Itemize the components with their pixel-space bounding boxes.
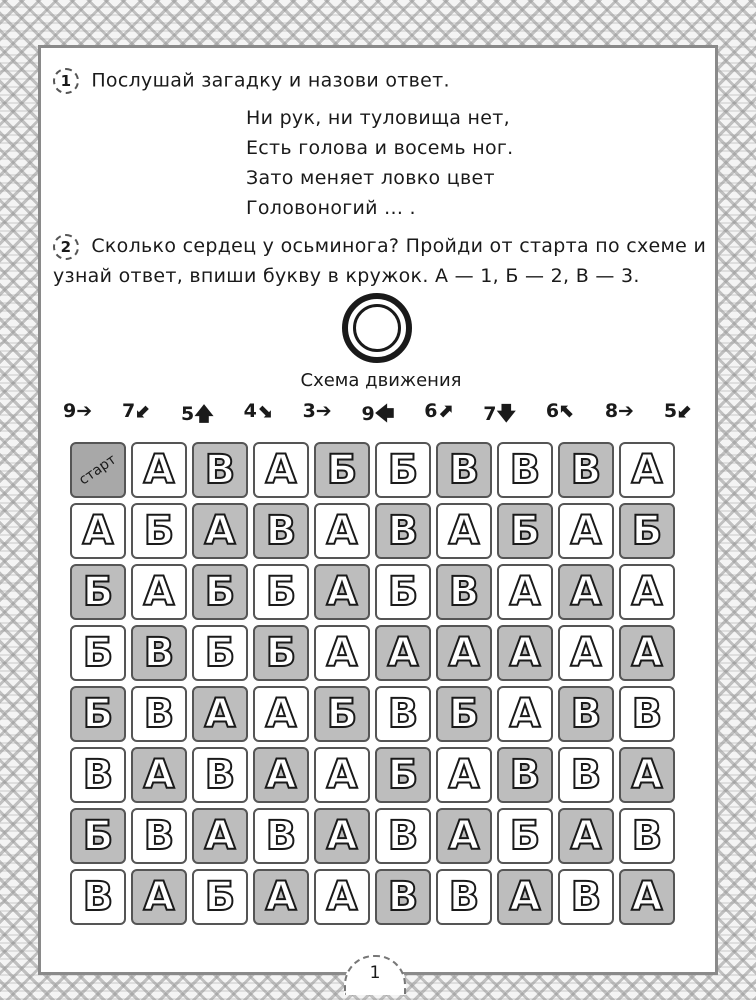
- page-number: 1: [344, 955, 406, 995]
- scheme-step: 7⬋: [121, 400, 152, 422]
- grid-cell: Б: [192, 564, 248, 620]
- grid-cell: А: [314, 869, 370, 925]
- scheme-step: 5⬋: [663, 400, 693, 422]
- grid-cell: Б: [375, 564, 431, 620]
- letter-grid: [70, 442, 675, 925]
- grid-cell: Б: [192, 625, 248, 681]
- grid-cell: А: [619, 747, 675, 803]
- grid-cell: В: [558, 747, 614, 803]
- grid-cell: Б: [70, 625, 126, 681]
- grid-cell: В: [619, 686, 675, 742]
- grid-cell: В: [192, 442, 248, 498]
- grid-cell: А: [192, 686, 248, 742]
- grid-cell: Б: [70, 808, 126, 864]
- grid-cell: Б: [375, 442, 431, 498]
- grid-cell: А: [558, 503, 614, 559]
- task-2-instruction-line2: узнай ответ, впиши букву в кружок. А — 1, Б — 2, В — 3.: [53, 265, 640, 287]
- grid-cell: В: [436, 442, 492, 498]
- grid-cell: Б: [70, 686, 126, 742]
- grid-cell: А: [131, 869, 187, 925]
- grid-cell: А: [558, 564, 614, 620]
- grid-cell: Б: [314, 686, 370, 742]
- grid-cell: В: [131, 625, 187, 681]
- scheme-step: 4⬊: [243, 400, 273, 422]
- grid-cell: В: [375, 503, 431, 559]
- riddle-line: Ни рук, ни туловища нет,: [246, 107, 510, 129]
- answer-circle[interactable]: [342, 293, 412, 363]
- grid-cell: А: [497, 564, 553, 620]
- scheme-step: 6⬉: [545, 400, 575, 422]
- start-label: старт: [76, 451, 120, 489]
- grid-cell: В: [192, 747, 248, 803]
- grid-cell: А: [253, 747, 309, 803]
- grid-cell: В: [375, 869, 431, 925]
- grid-cell: Б: [314, 442, 370, 498]
- grid-cell: А: [558, 808, 614, 864]
- grid-cell: Б: [375, 747, 431, 803]
- riddle-line: Головоногий ... .: [246, 197, 416, 219]
- task-number-badge: 1: [53, 68, 79, 94]
- grid-cell: В: [131, 686, 187, 742]
- grid-cell: А: [131, 564, 187, 620]
- grid-cell: А: [619, 442, 675, 498]
- grid-cell: В: [253, 808, 309, 864]
- grid-cell: В: [70, 747, 126, 803]
- grid-cell: Б: [497, 503, 553, 559]
- grid-cell: А: [436, 808, 492, 864]
- worksheet-page: [38, 45, 718, 975]
- grid-cell: А: [253, 686, 309, 742]
- grid-cell: А: [131, 442, 187, 498]
- grid-cell: А: [375, 625, 431, 681]
- task-2: [53, 231, 713, 291]
- grid-cell: А: [192, 503, 248, 559]
- grid-cell: А: [192, 808, 248, 864]
- grid-cell: В: [619, 808, 675, 864]
- grid-cell: А: [497, 869, 553, 925]
- grid-cell: Б: [253, 625, 309, 681]
- grid-cell: В: [497, 442, 553, 498]
- scheme-step: 7🡇: [483, 403, 516, 425]
- grid-cell: Б: [619, 503, 675, 559]
- grid-cell: Б: [70, 564, 126, 620]
- grid-cell: А: [619, 625, 675, 681]
- grid-cell: В: [497, 747, 553, 803]
- grid-cell: А: [253, 869, 309, 925]
- scheme-step: 8➔: [604, 400, 634, 422]
- grid-cell: Б: [253, 564, 309, 620]
- scheme-step: 9🡄: [361, 403, 395, 425]
- scheme-title: Схема движения: [300, 370, 462, 391]
- grid-cell: В: [253, 503, 309, 559]
- grid-cell: В: [375, 808, 431, 864]
- task-number-badge: 2: [53, 234, 79, 260]
- grid-cell: В: [70, 869, 126, 925]
- scheme-step: 6⬈: [424, 400, 454, 422]
- grid-cell: А: [619, 869, 675, 925]
- grid-cell: А: [314, 564, 370, 620]
- task-1: [53, 68, 713, 94]
- scheme-step: 3➔: [302, 400, 332, 422]
- riddle: [246, 103, 514, 223]
- grid-cell: А: [436, 747, 492, 803]
- grid-cell: А: [619, 564, 675, 620]
- grid-cell: А: [314, 808, 370, 864]
- grid-cell: В: [558, 869, 614, 925]
- grid-cell: А: [70, 503, 126, 559]
- grid-cell: Б: [192, 869, 248, 925]
- riddle-line: Есть голова и восемь ног.: [246, 137, 514, 159]
- grid-cell: В: [558, 686, 614, 742]
- scheme-step: 9➔: [63, 400, 93, 422]
- grid-cell: А: [314, 747, 370, 803]
- grid-cell: В: [436, 869, 492, 925]
- riddle-line: Зато меняет ловко цвет: [246, 167, 495, 189]
- scheme-step: 5🡅: [180, 403, 214, 425]
- grid-cell: А: [314, 503, 370, 559]
- grid-cell: А: [314, 625, 370, 681]
- grid-cell: А: [497, 625, 553, 681]
- task-2-instruction-line1: Сколько сердец у осьминога? Пройди от старта по схеме и: [91, 235, 707, 257]
- grid-cell: Б: [131, 503, 187, 559]
- grid-cell: Б: [497, 808, 553, 864]
- grid-cell: А: [497, 686, 553, 742]
- grid-cell: В: [131, 808, 187, 864]
- grid-cell: А: [436, 503, 492, 559]
- grid-cell: А: [436, 625, 492, 681]
- grid-cell: Б: [436, 686, 492, 742]
- grid-cell: А: [253, 442, 309, 498]
- grid-cell: В: [375, 686, 431, 742]
- movement-scheme: [63, 400, 693, 432]
- grid-cell: А: [131, 747, 187, 803]
- grid-cell: В: [558, 442, 614, 498]
- task-1-instruction: Послушай загадку и назови ответ.: [91, 69, 450, 92]
- grid-cell: В: [436, 564, 492, 620]
- grid-cell: А: [558, 625, 614, 681]
- start-cell: [70, 442, 126, 498]
